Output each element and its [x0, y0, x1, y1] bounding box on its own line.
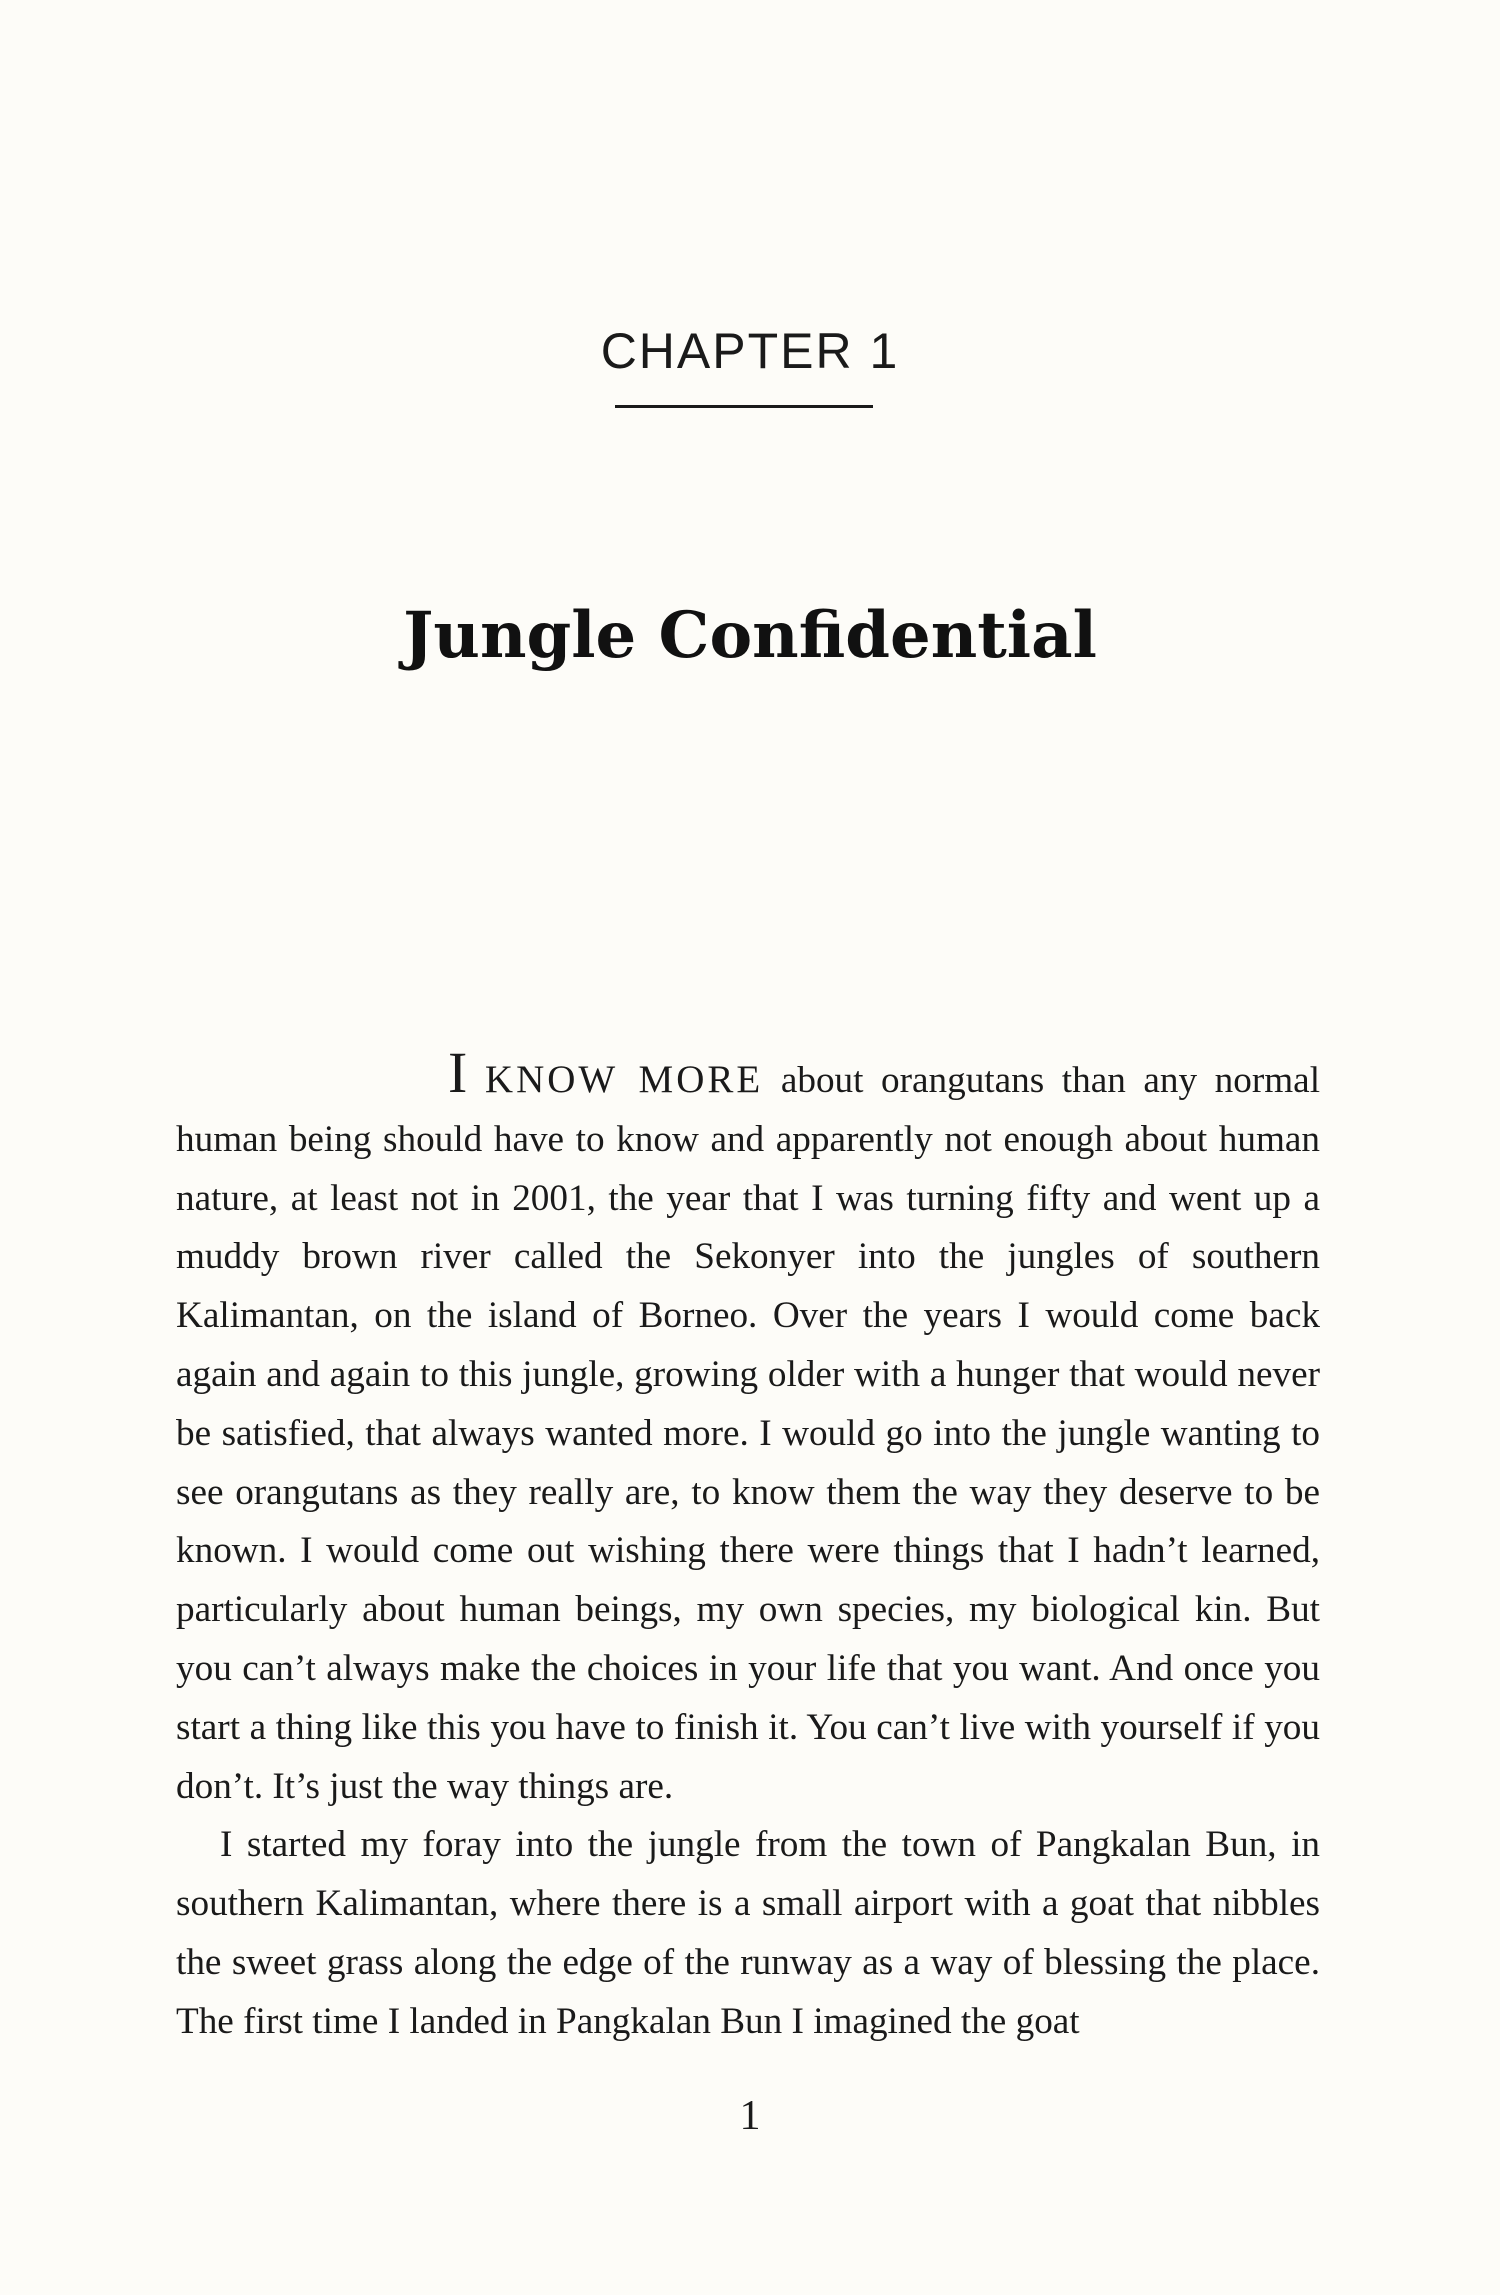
- paragraph-1: [176, 1040, 1321, 1816]
- opening-smallcaps: KNOW MORE: [484, 1058, 764, 1101]
- page-number: 1: [739, 2093, 761, 2139]
- chapter-title: Jungle Confidential: [403, 598, 1097, 673]
- paragraph-2: I started my foray into the jungle from the town of Pangkalan Bun, in southern Kalimantan, where there is a small airport with a goat that nibbles the sweet grass along the edge of the runway as a way of blessing the place. The first time I landed in Pangkalan Bun I imagined the goat: [176, 1824, 1320, 2042]
- opening-initial: I: [448, 1040, 468, 1105]
- body-text: [176, 1040, 1321, 2052]
- chapter-rule: [615, 405, 873, 408]
- paragraph-1-text: about orangutans than any normal human being should have to know and apparently not enough about human nature, at least not in 2001, the year that I was turning fifty and went up a muddy brown river called the Sekonyer into the jungles of southern Kalimantan, on the island of Borneo. Over the years I would come back again and again to this jungle, growing older with a hunger that would never be satisfied, that always wanted more. I would go into the jungle wanting to see orangutans as they really are, to know them the way they deserve to be known. I would come out wishing there were things that I hadn’t learned, particularly about human beings, my own species, my biological kin. But you can’t always make the choices in your life that you want. And once you start a thing like this you have to finish it. You can’t live with yourself if you don’t. It’s just the way things are.: [176, 1060, 1321, 1807]
- chapter-label: CHAPTER 1: [600, 323, 900, 379]
